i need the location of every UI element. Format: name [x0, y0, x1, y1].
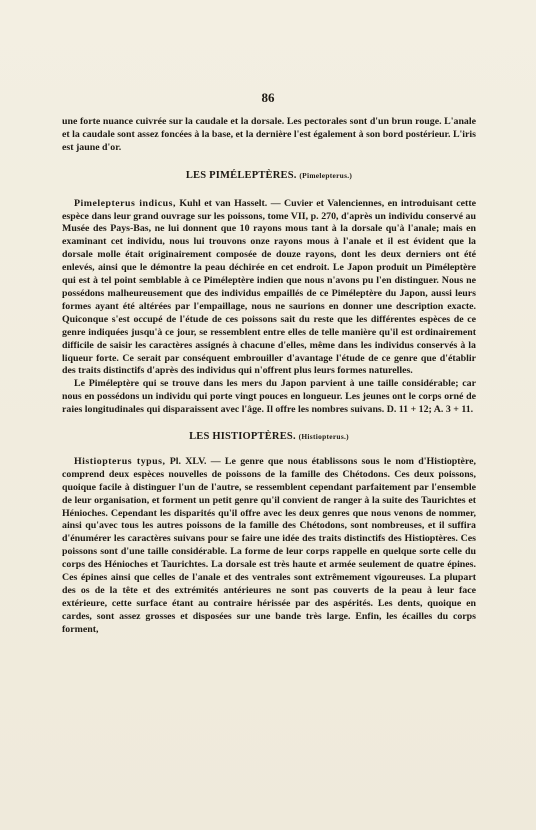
paragraph-pimelepterus-indicus	[62, 198, 476, 379]
species-name: Histiopterus typus,	[74, 455, 166, 467]
section-subtitle: (Pimelepterus.)	[299, 170, 353, 180]
section-title: LES PIMÉLEPTÈRES.	[185, 169, 297, 181]
section-subtitle: (Histiopterus.)	[298, 432, 349, 442]
page-body	[62, 116, 476, 637]
paragraph-histiopterus-typus	[62, 456, 476, 637]
paragraph-japan-pimelepteres: Le Piméleptère qui se trouve dans les mers du Japon parvient à une taille considérable; car nous en possédons un individu qui porte vingt pouces en longueur. Les jeunes ont le corps orné de raies longitudinales qui disparaissent avec l'âge. Il offre les nombres suivans. D. 11 + 12; A. 3 + 11.	[62, 378, 476, 416]
page-number: 86	[261, 90, 275, 105]
species-name: Pimelepterus indicus,	[74, 197, 176, 209]
section-title: LES HISTIOPTÈRES.	[189, 431, 296, 443]
paragraph-text: Kuhl et van Hasselt. — Cuvier et Valenciennes, en introduisant cette espèce dans leur grand ouvrage sur les poissons, tome VII, p. 270, d'après un individu conservé au Musée des Pays-Bas, ne lui donnent que 10 rayons mous tant à la dorsale qu'à l'anale; mais en examinant cet individu, nous lui trouvons onze rayons mous à l'anale et il est évident que la dorsale molle était originairement composée de douze rayons, dont les deux derniers ont été enlevés, ainsi que le démontre la peau déchirée en cet endroit. Le Japon produit un Piméleptère qui est à tel point semblable à ce Piméleptère indien que nous n'avons pu l'en distinguer. Nous ne possédons malheureusement que des individus empaillés de ce Piméleptère du Japon, aussi leurs formes ayant été altérées par l'empaillage, nous ne saurions en donner une description exacte. Quiconque s'est occupé de l'étude de ces poissons sait du reste que les différentes espèces de ce genre indiquées jusqu'à ce jour, se ressemblent entre elles de telle manière qu'il est ordinairement difficile de saisir les caractères assignés à chacune d'elles, même dans les individus conservés à la liqueur forte. Ce serait par conséquent embrouiller d'avantage l'étude de ce genre que d'établir des traits distinctifs d'après des individus qui n'offrent plus leurs formes naturelles.	[62, 197, 476, 377]
paragraph-text: Pl. XLV. — Le genre que nous établissons sous le nom d'Histioptère, comprend deux espèces nouvelles de poissons de la famille des Chétodons. Ces deux poissons, quoique facile à distinguer l'un de l'autre, se ressemblent cependant parfaitement par l'ensemble de leur organisation, et forment un petit genre qu'il convient de ranger à la suite des Taurichtes et Hénioches. Cependant les disparités qu'il offre avec les deux genres que nous venons de nommer, ainsi qu'avec tous les autres poissons de la famille des Chétodons, sont nombreuses, et il suffira d'énumérer les caractères suivans pour se faire une idée des traits distinctifs des Histioptères. Ces poissons sont d'une taille considérable. La forme de leur corps rappelle en quelque sorte celle du corps des Hénioches et Taurichtes. La dorsale est très haute et armée seulement de quatre épines. Ces épines ainsi que celles de l'anale et des ventrales sont extrêmement vigoureuses. La plupart des os de la tête et des extrémités antérieures ne sont pas couverts de la peau à leur face extérieure, cette surface étant au contraire hérissée par des aspérités. Les dents, quoique en cardes, sont assez grosses et disposées sur une bande très large. Enfin, les écailles du corps forment,	[62, 455, 476, 635]
intro-paragraph: une forte nuance cuivrée sur la caudale et la dorsale. Les pectorales sont d'un brun rouge. L'anale et la caudale sont assez foncées à la base, et la dernière l'est également à son bord postérieur. L'iris est jaune d'or.	[62, 116, 476, 153]
section-heading-histiopteres	[62, 431, 476, 444]
section-heading-pimelepteres	[62, 170, 476, 183]
